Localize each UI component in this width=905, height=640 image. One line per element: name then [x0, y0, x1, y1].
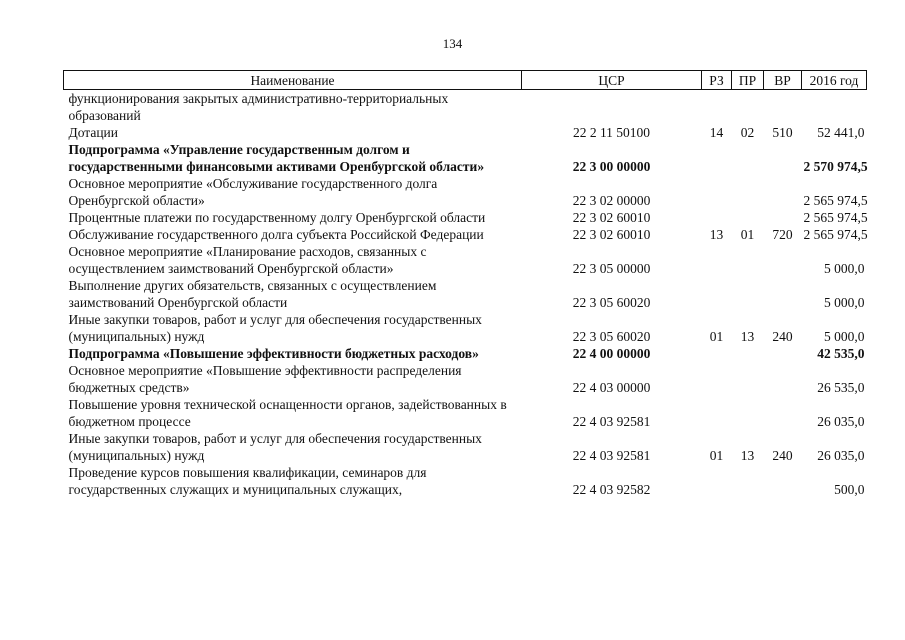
- row-name: Обслуживание государственного долга субъекта Российской Федерации: [68, 227, 484, 242]
- row-pr: [732, 464, 764, 498]
- table-row: [64, 141, 867, 175]
- row-amount: 42 535,0: [817, 346, 865, 361]
- row-csr: 22 4 00 00000: [572, 346, 651, 361]
- row-amount: 26 535,0: [817, 380, 865, 395]
- row-name: Подпрограмма «Повышение эффективности бюджетных расходов»: [68, 346, 479, 361]
- row-name: Основное мероприятие «Обслуживание государственного долга Оренбургской области»: [68, 176, 438, 208]
- row-amount: 52 441,0: [817, 125, 865, 140]
- row-name: функционирования закрытых административно-территориальных образований: [68, 91, 449, 123]
- row-csr: 22 4 03 92582: [572, 482, 651, 497]
- row-vr: [764, 141, 802, 175]
- row-rz: [702, 464, 732, 498]
- row-amount: 500,0: [834, 482, 865, 497]
- table-header-row: [64, 71, 867, 90]
- row-csr: [522, 90, 702, 125]
- table-row: [64, 124, 867, 141]
- table-row: [64, 90, 867, 125]
- row-vr: [764, 362, 802, 396]
- table-row: [64, 311, 867, 345]
- row-amount: 5 000,0: [824, 329, 865, 344]
- table-row: [64, 430, 867, 464]
- row-vr: 510: [772, 125, 793, 140]
- row-pr: [732, 345, 764, 362]
- row-rz: 01: [709, 448, 724, 463]
- row-rz: [702, 362, 732, 396]
- row-rz: [702, 396, 732, 430]
- row-name: Повышение уровня технической оснащенности органов, задействованных в бюджетном процессе: [68, 397, 507, 429]
- row-amount: 2 570 974,5: [803, 159, 868, 174]
- row-pr: 13: [740, 329, 755, 344]
- row-amount: 2 565 974,5: [803, 227, 868, 242]
- row-pr: [732, 277, 764, 311]
- row-vr: [764, 396, 802, 430]
- row-name: Процентные платежи по государственному долгу Оренбургской области: [68, 210, 486, 225]
- row-pr: 01: [740, 227, 755, 242]
- row-csr: 22 3 02 60010: [572, 227, 651, 242]
- row-vr: [764, 277, 802, 311]
- table-row: [64, 345, 867, 362]
- row-amount: 2 565 974,5: [803, 210, 868, 225]
- row-rz: [702, 277, 732, 311]
- row-vr: 240: [772, 448, 793, 463]
- row-csr: 22 3 02 60010: [572, 210, 651, 225]
- row-amount: 26 035,0: [817, 448, 865, 463]
- header-csr: ЦСР: [522, 71, 702, 90]
- header-pr: ПР: [732, 71, 764, 90]
- row-name: Основное мероприятие «Повышение эффективности распределения бюджетных средств»: [68, 363, 462, 395]
- table-row: [64, 362, 867, 396]
- row-name: Основное мероприятие «Планирование расходов, связанных с осуществлением заимствований Оренбургской области»: [68, 244, 427, 276]
- row-amount: [802, 90, 867, 125]
- row-pr: 13: [740, 448, 755, 463]
- table-row: [64, 226, 867, 243]
- row-rz: 13: [709, 227, 724, 242]
- table-row: [64, 209, 867, 226]
- row-amount: 2 565 974,5: [803, 193, 868, 208]
- row-csr: 22 3 05 60020: [572, 329, 651, 344]
- table-row: [64, 175, 867, 209]
- row-csr: 22 3 05 00000: [572, 261, 651, 276]
- row-vr: 720: [772, 227, 793, 242]
- row-csr: 22 4 03 00000: [572, 380, 651, 395]
- table-row: [64, 277, 867, 311]
- row-vr: [764, 175, 802, 209]
- row-pr: [732, 243, 764, 277]
- row-csr: 22 4 03 92581: [572, 414, 651, 429]
- row-rz: [702, 345, 732, 362]
- row-vr: [764, 90, 802, 125]
- table-row: [64, 243, 867, 277]
- row-csr: 22 4 03 92581: [572, 448, 651, 463]
- row-pr: 02: [740, 125, 755, 140]
- row-vr: [764, 243, 802, 277]
- row-pr: [732, 362, 764, 396]
- row-amount: 5 000,0: [824, 295, 865, 310]
- row-name: Иные закупки товаров, работ и услуг для обеспечения государственных (муниципальных) нужд: [68, 431, 482, 463]
- row-name: Дотации: [68, 125, 119, 140]
- table-body: [64, 90, 867, 499]
- row-pr: [732, 209, 764, 226]
- row-vr: [764, 209, 802, 226]
- budget-table: [63, 70, 867, 498]
- row-name: Выполнение других обязательств, связанных с осуществлением заимствований Оренбургской области: [68, 278, 437, 310]
- row-rz: 14: [709, 125, 724, 140]
- header-rz: РЗ: [702, 71, 732, 90]
- row-amount: 5 000,0: [824, 261, 865, 276]
- row-rz: [702, 209, 732, 226]
- header-vr: ВР: [764, 71, 802, 90]
- row-rz: [702, 141, 732, 175]
- row-amount: 26 035,0: [817, 414, 865, 429]
- table-row: [64, 464, 867, 498]
- table-row: [64, 396, 867, 430]
- row-csr: 22 3 00 00000: [572, 159, 651, 174]
- row-rz: [702, 243, 732, 277]
- header-year: 2016 год: [802, 71, 867, 90]
- row-pr: [732, 90, 764, 125]
- row-name: Иные закупки товаров, работ и услуг для обеспечения государственных (муниципальных) нужд: [68, 312, 482, 344]
- row-name: Подпрограмма «Управление государственным долгом и государственными финансовыми активами Оренбургской области»: [68, 142, 485, 174]
- row-vr: 240: [772, 329, 793, 344]
- row-rz: [702, 90, 732, 125]
- row-csr: 22 3 05 60020: [572, 295, 651, 310]
- header-name: Наименование: [64, 71, 522, 90]
- page-number: 134: [442, 36, 463, 51]
- row-csr: 22 2 11 50100: [572, 125, 651, 140]
- row-vr: [764, 345, 802, 362]
- row-name: Проведение курсов повышения квалификации, семинаров для государственных служащих и муниципальных служащих,: [68, 465, 427, 497]
- row-rz: 01: [709, 329, 724, 344]
- row-vr: [764, 464, 802, 498]
- row-pr: [732, 175, 764, 209]
- row-pr: [732, 141, 764, 175]
- row-csr: 22 3 02 00000: [572, 193, 651, 208]
- row-pr: [732, 396, 764, 430]
- row-rz: [702, 175, 732, 209]
